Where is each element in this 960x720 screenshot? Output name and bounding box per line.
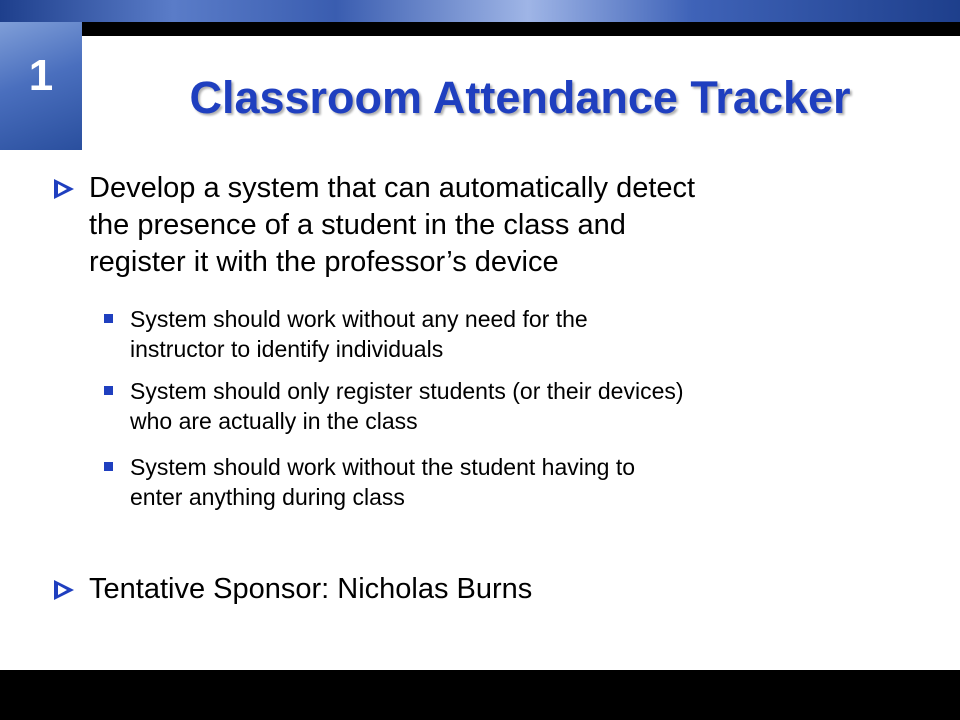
square-bullet-icon: [104, 462, 113, 471]
sub-bullet-text-line: System should work without the student having to: [130, 454, 636, 480]
bullet-text-line: register it with the professor’s device: [89, 246, 559, 278]
sub-bullet-text-line: System should work without any need for the: [130, 306, 588, 332]
slide-title: Classroom Attendance Tracker: [189, 72, 851, 123]
sub-bullet-text-line: System should only register students (or their devices): [130, 378, 684, 404]
arrow-bullet-icon: [52, 579, 76, 601]
bullet-text-line: Develop a system that can automatically detect: [89, 172, 696, 204]
slide-number: 1: [28, 51, 54, 100]
sponsor-line: Tentative Sponsor: Nicholas Burns: [89, 573, 533, 605]
square-bullet-icon: [104, 386, 113, 395]
square-bullet-icon: [104, 314, 113, 323]
arrow-bullet-icon: [52, 178, 76, 200]
header-divider: [82, 22, 960, 36]
sub-bullet-text-line: instructor to identify individuals: [130, 336, 444, 362]
sub-bullet-text-line: who are actually in the class: [130, 408, 418, 434]
header-banner-image: [0, 0, 960, 22]
sub-bullet-text-line: enter anything during class: [130, 484, 405, 510]
bullet-text-line: the presence of a student in the class and: [89, 209, 626, 241]
slide-bottom-frame: [0, 670, 960, 720]
